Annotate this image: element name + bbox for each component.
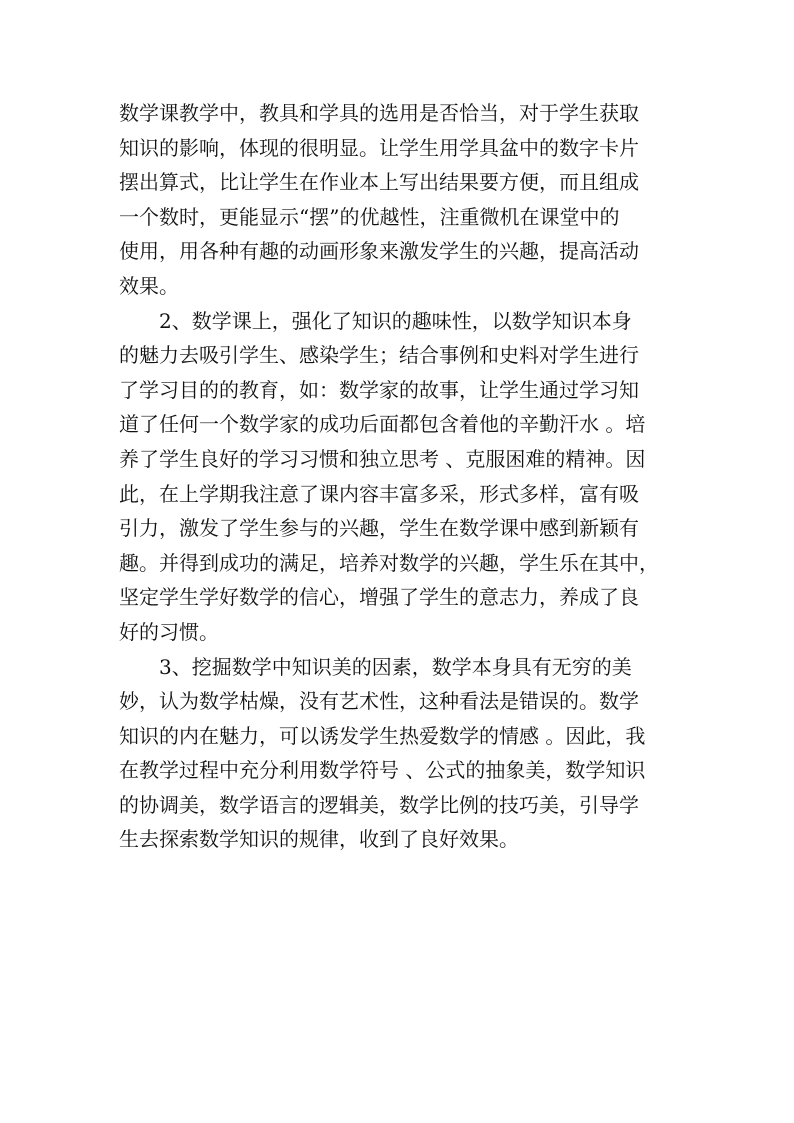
paragraph-line: 此，在上学期我注意了课内容丰富多采，形式多样，富有吸 [119, 481, 639, 506]
paragraph-line: 趣。并得到成功的满足，培养对数学的兴趣，学生乐在其中， [119, 550, 659, 575]
paragraph-2 [119, 304, 679, 650]
paragraph-line: 妙，认为数学枯燥，没有艺术性，这种看法是错误的。数学 [119, 689, 639, 714]
paragraph-line: 使用，用各种有趣的动画形象来激发学生的兴趣，提高活动 [119, 239, 639, 264]
paragraph-3 [119, 650, 679, 858]
paragraph-line: 了学习目的的教育，如：数学家的故事，让学生通过学习知 [119, 377, 639, 402]
paragraph-line: 的魅力去吸引学生、感染学生；结合事例和史料对学生进行 [119, 343, 639, 368]
paragraph-line: 坚定学生学好数学的信心，增强了学生的意志力，养成了良 [119, 585, 639, 610]
paragraph-line: 数学课教学中，教具和学具的选用是否恰当，对于学生获取 [119, 101, 639, 125]
paragraph-line: 一个数时，更能显示“摆”的优越性，注重微机在课堂中的 [119, 204, 620, 229]
paragraph-line: 2、数学课上，强化了知识的趣味性，以数学知识本身 [159, 308, 632, 333]
paragraph-line: 摆出算式，比让学生在作业本上写出结果要方便，而且组成 [119, 170, 639, 195]
paragraph-line: 好的习惯。 [119, 619, 219, 644]
document-page [119, 96, 679, 857]
paragraph-line: 生去探索数学知识的规律，收到了良好效果。 [119, 827, 519, 852]
paragraph-line: 在教学过程中充分利用数学符号 、公式的抽象美，数学知识 [119, 758, 646, 783]
paragraph-line: 效果。 [119, 273, 179, 298]
paragraph-1 [119, 96, 679, 304]
paragraph-line: 养了学生良好的学习习惯和独立思考 、克服困难的精神。因 [119, 446, 646, 471]
paragraph-line: 知识的影响，体现的很明显。让学生用学具盆中的数字卡片 [119, 135, 639, 160]
paragraph-line: 知识的内在魅力，可以诱发学生热爱数学的情感 。因此，我 [119, 723, 646, 748]
paragraph-line: 引力，激发了学生参与的兴趣，学生在数学课中感到新颖有 [119, 516, 639, 541]
paragraph-line: 3、挖掘数学中知识美的因素，数学本身具有无穷的美 [159, 654, 632, 679]
paragraph-line: 道了任何一个数学家的成功后面都包含着他的辛勤汗水 。培 [119, 412, 646, 437]
paragraph-line: 的协调美，数学语言的逻辑美，数学比例的技巧美，引导学 [119, 792, 639, 817]
